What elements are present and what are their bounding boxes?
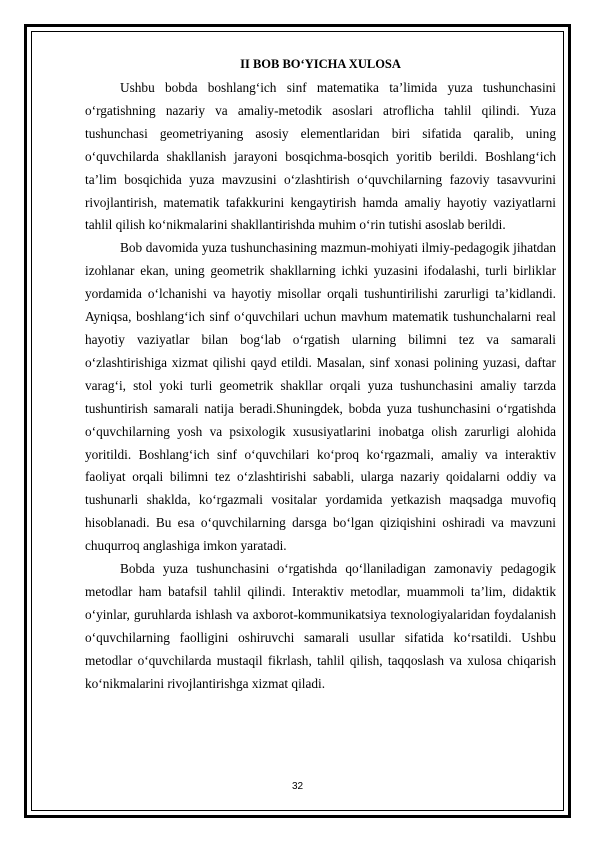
page-number: 32 (291, 781, 304, 792)
paragraph-3: Bobda yuza tushunchasini o‘rgatishda qo‘llaniladigan zamonaviy pedagogik metodlar ham batafsil tahlil qilindi. Interaktiv metodlar, muammoli ta’lim, didaktik o‘yinlar, guruhlarda ishlash va axborot-kommunikatsiya texnologiyalaridan foydalanish o‘quvchilarning faolligini oshiruvchi samarali usullar sifatida ko‘rsatildi. Ushbu metodlar o‘quvchilarda mustaqil fikrlash, tahlil qilish, taqqoslash va xulosa chiqarish ko‘nikmalarini rivojlantirishga xizmat qiladi. (85, 561, 556, 691)
page-content (85, 56, 556, 695)
paragraph-2: Bob davomida yuza tushunchasining mazmun-mohiyati ilmiy-pedagogik jihatdan izohlanar ekan, uning geometrik shakllarning ichki yuzasini ifodalashi, turli birliklar yordamida o‘lchanishi va hayotiy misollar orqali tushuntirilishi zarurligi ta’kidlandi. Ayniqsa, boshlang‘ich sinf o‘quvchilari uchun mavhum matematik tushunchalarni real hayotiy vaziyatlar bilan bog‘lab o‘rgatish ularning bilimni tez va samarali o‘zlashtirishiga xizmat qilishi qayd etildi. Masalan, sinf xonasi polining yuzasi, daftar varag‘i, stol yoki turli geometrik shakllar orqali yuza tushunchasini amaliy tarzda tushuntirish samarali natija beradi.Shuningdek, bobda yuza tushunchasini o‘rgatishda o‘quvchilarning yosh va psixologik xususiyatlarini inobatga olish zarurligi alohida yoritildi. Boshlang‘ich sinf o‘quvchilari ko‘proq ko‘rgazmali, amaliy va interaktiv faoliyat orqali bilimni tez o‘zlashtirishi sababli, ularga nazariy qoidalarni oddiy va tushunarli shaklda, ko‘rgazmali vositalar yordamida yetkazish maqsadga muvofiq hisoblanadi. Bu esa o‘quvchilarning darsga bo‘lgan qiziqishini oshiradi va mavzuni chuqurroq anglashiga imkon yaratadi. (85, 240, 556, 554)
section-title: II BOB BO‘YICHA XULOSA (240, 57, 401, 71)
paragraph-1: Ushbu bobda boshlang‘ich sinf matematika ta’limida yuza tushunchasini o‘rgatishning nazariy va amaliy-metodik asoslari atroflicha tahlil qilindi. Yuza tushunchasi geometriyaning asosiy elementlaridan biri sifatida qaralib, uning o‘quvchilarda shakllanish jarayoni bosqichma-bosqich yoritib berildi. Boshlang‘ich ta’lim bosqichida yuza mavzusini o‘zlashtirish o‘quvchilarning fazoviy tasavvurini rivojlantirish, matematik tafakkurini kengaytirish hamda amaliy hayotiy vaziyatlarni tahlil qilish ko‘nikmalarini shakllantirishda muhim o‘rin tutishi asoslab berildi. (85, 80, 556, 233)
